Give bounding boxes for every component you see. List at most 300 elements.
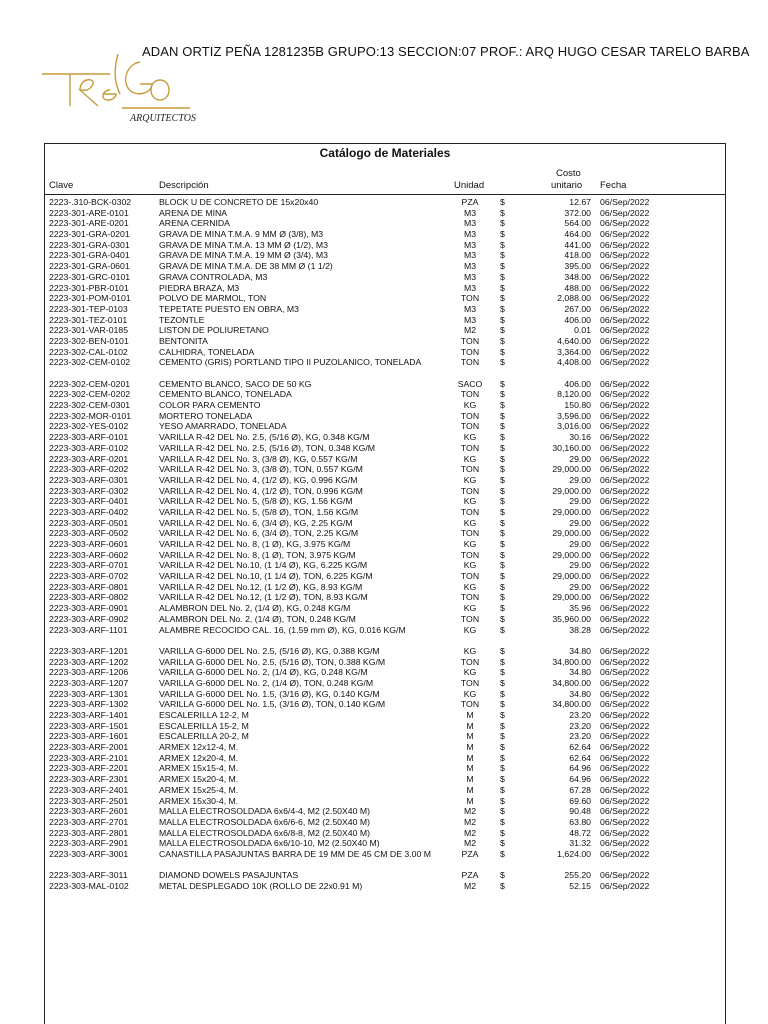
row-unidad: M3 xyxy=(463,218,477,229)
row-descripcion: VARILLA G-6000 DEL No. 2.5, (5/16 Ø), TON, 0.388 KG/M xyxy=(159,656,386,667)
row-fecha: 06/Sep/2022 xyxy=(600,710,650,721)
row-costo: 29,000.00 xyxy=(552,549,591,560)
row-costo: 395.00 xyxy=(564,261,591,272)
row-fecha: 06/Sep/2022 xyxy=(600,677,650,688)
table-row xyxy=(45,283,725,294)
row-fecha: 06/Sep/2022 xyxy=(600,581,650,592)
row-fecha: 06/Sep/2022 xyxy=(600,207,650,218)
row-unidad: M3 xyxy=(463,303,477,314)
row-costo: 69.60 xyxy=(569,795,591,806)
table-row xyxy=(45,763,725,774)
row-clave: 2223-301-GRA-0201 xyxy=(49,229,130,240)
row-descripcion: VARILLA R-42 DEL No. 2.5, (5/16 Ø), TON, 0.348 KG/M xyxy=(159,442,375,453)
row-clave: 2223-303-ARF-1601 xyxy=(49,731,129,742)
row-clave: 2223-.310-BCK-0302 xyxy=(49,197,132,207)
row-unidad: M3 xyxy=(463,229,477,240)
row-unidad: M2 xyxy=(463,881,477,892)
row-descripcion: GRAVA DE MINA T.M.A. 13 MM Ø (1/2), M3 xyxy=(159,239,328,250)
row-descripcion: CEMENTO (GRIS) PORTLAND TIPO II PUZOLANICO, TONELADA xyxy=(159,357,422,368)
row-fecha: 06/Sep/2022 xyxy=(600,816,650,827)
row-unidad: KG xyxy=(463,645,477,656)
header-divider xyxy=(45,194,725,195)
table-row xyxy=(45,507,725,518)
row-descripcion: ARMEX 15x30-4, M. xyxy=(159,795,239,806)
row-clave: 2223-303-ARF-2201 xyxy=(49,763,129,774)
table-row xyxy=(45,582,725,593)
row-costo: 62.64 xyxy=(569,742,591,753)
row-currency: $ xyxy=(500,239,505,250)
row-costo: 406.00 xyxy=(564,314,591,325)
row-descripcion: VARILLA R-42 DEL No. 5, (5/8 Ø), TON, 1.56 KG/M xyxy=(159,506,359,517)
row-unidad: M xyxy=(466,784,474,795)
row-descripcion: VARILLA R-42 DEL No.10, (1 1/4 Ø), TON, 6.225 KG/M xyxy=(159,571,373,582)
row-costo: 3,364.00 xyxy=(557,346,591,357)
row-fecha: 06/Sep/2022 xyxy=(600,592,650,603)
row-descripcion: CEMENTO BLANCO, TONELADA xyxy=(159,389,292,400)
row-clave: 2223-301-TEZ-0101 xyxy=(49,314,128,325)
table-row xyxy=(45,678,725,689)
row-unidad: M3 xyxy=(463,239,477,250)
row-clave: 2223-303-ARF-0102 xyxy=(49,442,129,453)
row-clave: 2223-303-ARF-3001 xyxy=(49,848,129,859)
row-fecha: 06/Sep/2022 xyxy=(600,763,650,774)
row-descripcion: VARILLA R-42 DEL No. 6, (3/4 Ø), TON, 2.25 KG/M xyxy=(159,528,359,539)
row-fecha: 06/Sep/2022 xyxy=(600,774,650,785)
row-currency: $ xyxy=(500,261,505,272)
row-fecha: 06/Sep/2022 xyxy=(600,784,650,795)
row-clave: 2223-301-GRA-0401 xyxy=(49,250,130,261)
row-descripcion: ALAMBRON DEL No. 2, (1/4 Ø), KG, 0.248 KG/M xyxy=(159,603,351,614)
table-row xyxy=(45,325,725,336)
row-unidad: KG xyxy=(463,688,477,699)
row-descripcion: LISTON DE POLIURETANO xyxy=(159,325,269,336)
row-costo: 29.00 xyxy=(569,474,591,485)
table-row xyxy=(45,742,725,753)
row-fecha: 06/Sep/2022 xyxy=(600,432,650,443)
row-unidad: M xyxy=(466,742,474,753)
row-fecha: 06/Sep/2022 xyxy=(600,229,650,240)
row-fecha: 06/Sep/2022 xyxy=(600,474,650,485)
row-currency: $ xyxy=(500,774,505,785)
row-clave: 2223-303-ARF-2001 xyxy=(49,742,129,753)
row-descripcion: VARILLA R-42 DEL No. 8, (1 Ø), KG, 3.975 KG/M xyxy=(159,539,351,550)
row-currency: $ xyxy=(500,528,505,539)
row-unidad: TON xyxy=(460,613,480,624)
row-costo: 406.00 xyxy=(564,378,591,389)
row-unidad: M2 xyxy=(463,325,477,336)
row-currency: $ xyxy=(500,656,505,667)
row-fecha: 06/Sep/2022 xyxy=(600,303,650,314)
row-clave: 2223-303-ARF-0901 xyxy=(49,603,129,614)
table-row xyxy=(45,560,725,571)
row-clave: 2223-301-POM-0101 xyxy=(49,293,131,304)
row-currency: $ xyxy=(500,335,505,346)
row-fecha: 06/Sep/2022 xyxy=(600,271,650,282)
row-currency: $ xyxy=(500,325,505,336)
row-costo: 34.80 xyxy=(569,688,591,699)
row-unidad: TON xyxy=(460,346,480,357)
row-unidad: SACO xyxy=(457,378,483,389)
row-clave: 2223-301-VAR-0185 xyxy=(49,325,129,336)
row-costo: 23.20 xyxy=(569,731,591,742)
row-costo: 8,120.00 xyxy=(557,389,591,400)
row-fecha: 06/Sep/2022 xyxy=(600,571,650,582)
row-clave: 2223-303-ARF-1201 xyxy=(49,645,129,656)
row-descripcion: DIAMOND DOWELS PASAJUNTAS xyxy=(159,870,299,881)
row-unidad: KG xyxy=(463,581,477,592)
row-clave: 2223-302-MOR-0101 xyxy=(49,410,132,421)
table-row xyxy=(45,731,725,742)
row-currency: $ xyxy=(500,806,505,817)
row-fecha: 06/Sep/2022 xyxy=(600,528,650,539)
row-costo: 34,800.00 xyxy=(552,677,591,688)
row-currency: $ xyxy=(500,560,505,571)
row-unidad: M3 xyxy=(463,271,477,282)
row-clave: 2223-303-ARF-0902 xyxy=(49,613,129,624)
row-descripcion: BLOCK U DE CONCRETO DE 15x20x40 xyxy=(159,197,319,207)
row-fecha: 06/Sep/2022 xyxy=(600,197,650,207)
row-fecha: 06/Sep/2022 xyxy=(600,539,650,550)
row-costo: 564.00 xyxy=(564,218,591,229)
row-clave: 2223-302-CEM-0202 xyxy=(49,389,131,400)
row-clave: 2223-303-ARF-2901 xyxy=(49,838,129,849)
row-fecha: 06/Sep/2022 xyxy=(600,613,650,624)
row-fecha: 06/Sep/2022 xyxy=(600,720,650,731)
table-row xyxy=(45,272,725,283)
row-clave: 2223-301-ARE-0201 xyxy=(49,218,129,229)
row-currency: $ xyxy=(500,688,505,699)
row-currency: $ xyxy=(500,293,505,304)
row-clave: 2223-303-ARF-2801 xyxy=(49,827,129,838)
row-descripcion: MORTERO TONELADA xyxy=(159,410,253,421)
row-unidad: TON xyxy=(460,656,480,667)
row-unidad: TON xyxy=(460,677,480,688)
row-fecha: 06/Sep/2022 xyxy=(600,742,650,753)
row-costo: 29.00 xyxy=(569,560,591,571)
row-currency: $ xyxy=(500,453,505,464)
row-clave: 2223-303-ARF-0301 xyxy=(49,474,129,485)
row-descripcion: CEMENTO BLANCO, SACO DE 50 KG xyxy=(159,378,312,389)
table-row xyxy=(45,475,725,486)
table-row xyxy=(45,849,725,870)
row-currency: $ xyxy=(500,795,505,806)
row-fecha: 06/Sep/2022 xyxy=(600,848,650,859)
row-costo: 1,624.00 xyxy=(557,848,591,859)
table-row xyxy=(45,357,725,378)
row-costo: 29,000.00 xyxy=(552,528,591,539)
row-descripcion: VARILLA R-42 DEL No. 3, (3/8 Ø), TON, 0.557 KG/M xyxy=(159,464,363,475)
column-header-fecha: Fecha xyxy=(600,180,627,191)
row-costo: 29,000.00 xyxy=(552,464,591,475)
row-descripcion: ARENA CERNIDA xyxy=(159,218,230,229)
row-costo: 63.80 xyxy=(569,816,591,827)
row-costo: 35,960.00 xyxy=(552,613,591,624)
row-fecha: 06/Sep/2022 xyxy=(600,506,650,517)
row-unidad: M2 xyxy=(463,838,477,849)
table-row xyxy=(45,411,725,422)
table-row xyxy=(45,571,725,582)
table-row xyxy=(45,486,725,497)
row-clave: 2223-303-ARF-2501 xyxy=(49,795,129,806)
row-costo: 4,640.00 xyxy=(557,335,591,346)
row-costo: 29.00 xyxy=(569,453,591,464)
table-row xyxy=(45,785,725,796)
row-clave: 2223-301-PBR-0101 xyxy=(49,282,129,293)
table-row xyxy=(45,336,725,347)
row-descripcion: COLOR PARA CEMENTO xyxy=(159,400,261,411)
row-currency: $ xyxy=(500,346,505,357)
row-descripcion: VARILLA R-42 DEL No. 5, (5/8 Ø), KG, 1.56 KG/M xyxy=(159,496,353,507)
table-row xyxy=(45,432,725,443)
row-currency: $ xyxy=(500,207,505,218)
row-costo: 90.48 xyxy=(569,806,591,817)
row-fecha: 06/Sep/2022 xyxy=(600,881,650,892)
row-fecha: 06/Sep/2022 xyxy=(600,806,650,817)
row-costo: 23.20 xyxy=(569,710,591,721)
row-fecha: 06/Sep/2022 xyxy=(600,549,650,560)
row-costo: 23.20 xyxy=(569,720,591,731)
table-row xyxy=(45,496,725,507)
table-row xyxy=(45,592,725,603)
row-costo: 64.96 xyxy=(569,774,591,785)
row-costo: 267.00 xyxy=(564,303,591,314)
row-clave: 2223-303-ARF-0602 xyxy=(49,549,129,560)
column-header-unitario: unitario xyxy=(551,180,583,191)
row-descripcion: VARILLA R-42 DEL No. 4, (1/2 Ø), TON, 0.996 KG/M xyxy=(159,485,363,496)
row-clave: 2223-303-ARF-1207 xyxy=(49,677,129,688)
row-costo: 30.16 xyxy=(569,432,591,443)
row-costo: 29.00 xyxy=(569,539,591,550)
row-unidad: M xyxy=(466,763,474,774)
row-currency: $ xyxy=(500,314,505,325)
row-descripcion: TEPETATE PUESTO EN OBRA, M3 xyxy=(159,303,299,314)
table-row xyxy=(45,838,725,849)
row-currency: $ xyxy=(500,752,505,763)
row-currency: $ xyxy=(500,250,505,261)
row-unidad: M3 xyxy=(463,250,477,261)
row-descripcion: METAL DESPLEGADO 10K (ROLLO DE 22x0.91 M) xyxy=(159,881,363,892)
row-fecha: 06/Sep/2022 xyxy=(600,485,650,496)
row-clave: 2223-303-ARF-0201 xyxy=(49,453,129,464)
table-row xyxy=(45,806,725,817)
row-currency: $ xyxy=(500,229,505,240)
row-descripcion: VARILLA R-42 DEL No. 6, (3/4 Ø), KG, 2.25 KG/M xyxy=(159,517,353,528)
row-currency: $ xyxy=(500,271,505,282)
table-row xyxy=(45,881,725,892)
row-fecha: 06/Sep/2022 xyxy=(600,389,650,400)
row-unidad: TON xyxy=(460,293,480,304)
row-clave: 2223-303-ARF-0501 xyxy=(49,517,129,528)
row-fecha: 06/Sep/2022 xyxy=(600,624,650,635)
row-currency: $ xyxy=(500,677,505,688)
row-fecha: 06/Sep/2022 xyxy=(600,699,650,710)
row-costo: 3,016.00 xyxy=(557,421,591,432)
row-descripcion: VARILLA R-42 DEL No. 3, (3/8 Ø), KG, 0.557 KG/M xyxy=(159,453,358,464)
row-clave: 2223-301-GRA-0601 xyxy=(49,261,130,272)
row-clave: 2223-303-ARF-0702 xyxy=(49,571,129,582)
row-fecha: 06/Sep/2022 xyxy=(600,282,650,293)
table-row xyxy=(45,667,725,678)
row-unidad: KG xyxy=(463,400,477,411)
row-clave: 2223-303-ARF-2701 xyxy=(49,816,129,827)
row-costo: 34.80 xyxy=(569,667,591,678)
row-fecha: 06/Sep/2022 xyxy=(600,410,650,421)
row-unidad: TON xyxy=(460,699,480,710)
row-unidad: TON xyxy=(460,549,480,560)
row-descripcion: ARMEX 15x20-4, M. xyxy=(159,774,239,785)
row-unidad: KG xyxy=(463,560,477,571)
row-unidad: TON xyxy=(460,442,480,453)
row-fecha: 06/Sep/2022 xyxy=(600,335,650,346)
row-clave: 2223-301-ARE-0101 xyxy=(49,207,129,218)
row-unidad: TON xyxy=(460,410,480,421)
row-fecha: 06/Sep/2022 xyxy=(600,239,650,250)
row-fecha: 06/Sep/2022 xyxy=(600,261,650,272)
row-descripcion: MALLA ELECTROSOLDADA 6x6/8-8, M2 (2.50X40 M) xyxy=(159,827,370,838)
row-fecha: 06/Sep/2022 xyxy=(600,827,650,838)
row-currency: $ xyxy=(500,539,505,550)
row-unidad: KG xyxy=(463,539,477,550)
row-unidad: KG xyxy=(463,517,477,528)
row-descripcion: ESCALERILLA 15-2, M xyxy=(159,720,249,731)
row-costo: 30,160.00 xyxy=(552,442,591,453)
table-row xyxy=(45,625,725,646)
row-fecha: 06/Sep/2022 xyxy=(600,688,650,699)
table-row xyxy=(45,796,725,807)
row-clave: 2223-303-ARF-1101 xyxy=(49,624,128,635)
table-row xyxy=(45,550,725,561)
row-descripcion: CALHIDRA, TONELADA xyxy=(159,346,255,357)
row-unidad: M3 xyxy=(463,261,477,272)
row-fecha: 06/Sep/2022 xyxy=(600,325,650,336)
row-unidad: M xyxy=(466,731,474,742)
table-row xyxy=(45,261,725,272)
row-costo: 29.00 xyxy=(569,496,591,507)
row-costo: 418.00 xyxy=(564,250,591,261)
row-unidad: M xyxy=(466,795,474,806)
row-fecha: 06/Sep/2022 xyxy=(600,496,650,507)
table-row xyxy=(45,689,725,700)
row-currency: $ xyxy=(500,303,505,314)
row-fecha: 06/Sep/2022 xyxy=(600,453,650,464)
row-unidad: KG xyxy=(463,453,477,464)
row-descripcion: ESCALERILLA 12-2, M xyxy=(159,710,249,721)
row-clave: 2223-301-GRA-0301 xyxy=(49,239,130,250)
row-clave: 2223-303-ARF-0801 xyxy=(49,581,129,592)
row-currency: $ xyxy=(500,218,505,229)
row-costo: 4,408.00 xyxy=(557,357,591,368)
row-currency: $ xyxy=(500,699,505,710)
row-clave: 2223-303-MAL-0102 xyxy=(49,881,129,892)
row-descripcion: CANASTILLA PASAJUNTAS BARRA DE 19 MM DE 45 CM DE 3.00 M xyxy=(159,848,431,859)
row-currency: $ xyxy=(500,464,505,475)
row-costo: 12.67 xyxy=(569,197,591,207)
materials-catalog xyxy=(44,143,726,1024)
row-unidad: KG xyxy=(463,667,477,678)
row-descripcion: ESCALERILLA 20-2, M xyxy=(159,731,249,742)
row-currency: $ xyxy=(500,624,505,635)
column-header-clave: Clave xyxy=(49,180,74,191)
row-unidad: TON xyxy=(460,357,480,368)
table-row xyxy=(45,646,725,657)
row-fecha: 06/Sep/2022 xyxy=(600,795,650,806)
row-fecha: 06/Sep/2022 xyxy=(600,250,650,261)
row-descripcion: VARILLA R-42 DEL No.12, (1 1/2 Ø), KG, 8.93 KG/M xyxy=(159,581,363,592)
table-row xyxy=(45,753,725,764)
row-currency: $ xyxy=(500,197,505,207)
row-unidad: M3 xyxy=(463,314,477,325)
row-unidad: TON xyxy=(460,485,480,496)
row-fecha: 06/Sep/2022 xyxy=(600,838,650,849)
row-currency: $ xyxy=(500,485,505,496)
row-currency: $ xyxy=(500,517,505,528)
row-descripcion: VARILLA G-6000 DEL No. 1.5, (3/16 Ø), KG, 0.140 KG/M xyxy=(159,688,380,699)
row-currency: $ xyxy=(500,763,505,774)
table-row xyxy=(45,421,725,432)
row-costo: 52.15 xyxy=(569,881,591,892)
row-descripcion: ALAMBRON DEL No. 2, (1/4 Ø), TON, 0.248 KG/M xyxy=(159,613,356,624)
row-costo: 29.00 xyxy=(569,517,591,528)
row-costo: 488.00 xyxy=(564,282,591,293)
row-clave: 2223-302-YES-0102 xyxy=(49,421,129,432)
row-currency: $ xyxy=(500,432,505,443)
row-clave: 2223-303-ARF-1401 xyxy=(49,710,129,721)
row-currency: $ xyxy=(500,571,505,582)
row-clave: 2223-301-TEP-0103 xyxy=(49,303,128,314)
row-unidad: TON xyxy=(460,506,480,517)
row-descripcion: ARMEX 12x20-4, M. xyxy=(159,752,239,763)
row-unidad: KG xyxy=(463,603,477,614)
row-descripcion: MALLA ELECTROSOLDADA 6x6/4-4, M2 (2.50X40 M) xyxy=(159,806,370,817)
row-descripcion: VARILLA R-42 DEL No.12, (1 1/2 Ø), TON, 8.93 KG/M xyxy=(159,592,368,603)
row-unidad: M2 xyxy=(463,816,477,827)
row-unidad: M3 xyxy=(463,207,477,218)
row-unidad: TON xyxy=(460,421,480,432)
row-currency: $ xyxy=(500,421,505,432)
table-row xyxy=(45,774,725,785)
row-unidad: KG xyxy=(463,474,477,485)
table-row xyxy=(45,293,725,304)
row-costo: 35.96 xyxy=(569,603,591,614)
table-row xyxy=(45,518,725,529)
row-currency: $ xyxy=(500,506,505,517)
row-unidad: M xyxy=(466,774,474,785)
row-fecha: 06/Sep/2022 xyxy=(600,357,650,368)
row-descripcion: GRAVA DE MINA T.M.A. 19 MM Ø (3/4), M3 xyxy=(159,250,328,261)
row-currency: $ xyxy=(500,742,505,753)
row-unidad: M xyxy=(466,720,474,731)
row-currency: $ xyxy=(500,881,505,892)
row-currency: $ xyxy=(500,442,505,453)
row-unidad: TON xyxy=(460,335,480,346)
table-row xyxy=(45,347,725,358)
row-costo: 29.00 xyxy=(569,581,591,592)
logo-label: ARQUITECTOS xyxy=(130,113,196,124)
row-unidad: PZA xyxy=(461,197,479,207)
row-clave: 2223-303-ARF-0402 xyxy=(49,506,129,517)
row-descripcion: ALAMBRE RECOCIDO CAL. 16, (1.59 mm Ø), KG, 0.016 KG/M xyxy=(159,624,406,635)
row-clave: 2223-303-ARF-0302 xyxy=(49,485,129,496)
row-descripcion: TEZONTLE xyxy=(159,314,205,325)
row-unidad: M xyxy=(466,752,474,763)
row-currency: $ xyxy=(500,720,505,731)
row-clave: 2223-303-ARF-3011 xyxy=(49,870,128,881)
row-costo: 34,800.00 xyxy=(552,699,591,710)
row-clave: 2223-302-CEM-0102 xyxy=(49,357,131,368)
row-costo: 48.72 xyxy=(569,827,591,838)
row-costo: 62.64 xyxy=(569,752,591,763)
table-row xyxy=(45,539,725,550)
